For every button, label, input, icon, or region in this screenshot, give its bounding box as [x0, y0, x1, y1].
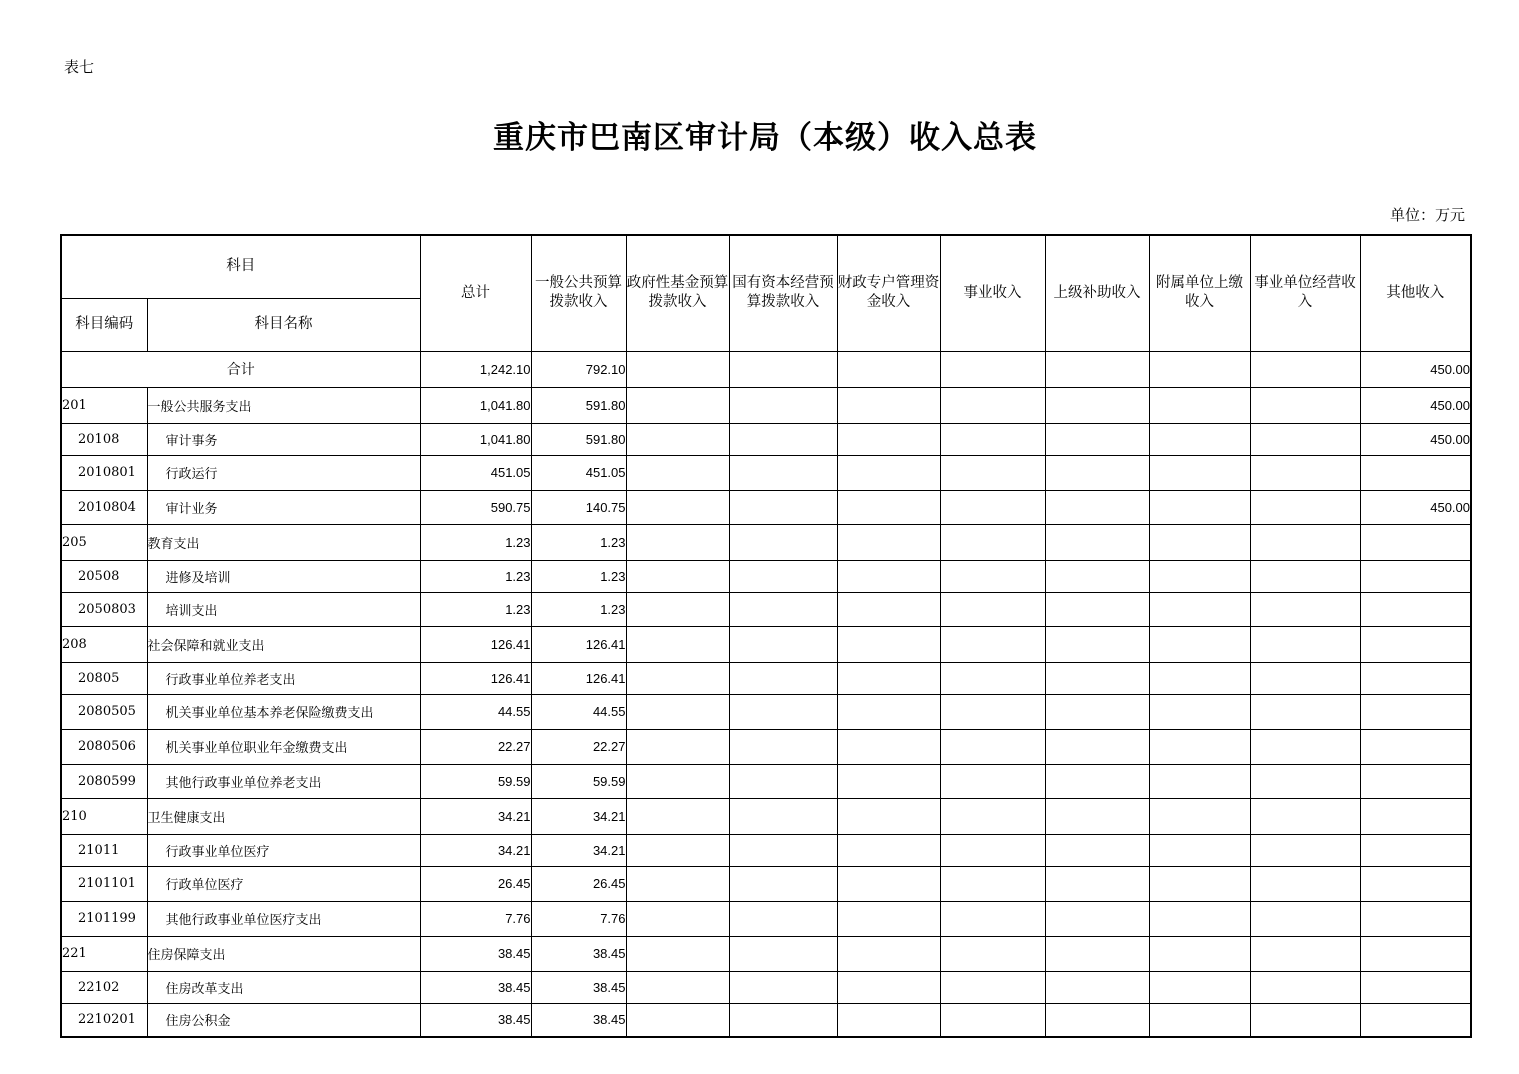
empty-cell: [1149, 592, 1250, 626]
row-name: 一般公共服务支出: [147, 387, 420, 423]
empty-cell: [626, 662, 729, 694]
empty-cell: [1250, 455, 1360, 490]
row-other-income: [1360, 971, 1471, 1003]
empty-cell: [626, 971, 729, 1003]
row-general-budget: 44.55: [531, 694, 626, 729]
unit-label: 单位：万元: [1389, 206, 1465, 224]
row-name: 行政事业单位养老支出: [147, 662, 420, 694]
empty-cell: [626, 387, 729, 423]
empty-cell: [837, 351, 940, 387]
empty-cell: [1250, 423, 1360, 455]
table-row: [61, 834, 1471, 866]
empty-cell: [837, 764, 940, 798]
empty-cell: [1149, 560, 1250, 592]
empty-cell: [729, 490, 837, 524]
header-name: 科目名称: [147, 298, 420, 351]
row-other-income: [1360, 764, 1471, 798]
empty-cell: [626, 560, 729, 592]
empty-cell: [837, 560, 940, 592]
row-name: 进修及培训: [147, 560, 420, 592]
row-name: 培训支出: [147, 592, 420, 626]
empty-cell: [1250, 971, 1360, 1003]
empty-cell: [837, 592, 940, 626]
row-code: 2010804: [61, 490, 147, 524]
row-name: 住房公积金: [147, 1003, 420, 1037]
empty-cell: [1149, 834, 1250, 866]
row-total: 1.23: [420, 560, 531, 592]
row-code: 2080505: [61, 694, 147, 729]
empty-cell: [1149, 423, 1250, 455]
empty-cell: [1045, 524, 1149, 560]
empty-cell: [626, 490, 729, 524]
header-fiscal-special: 财政专户管理资金收入: [837, 235, 940, 351]
table-row: [61, 694, 1471, 729]
row-total: 7.76: [420, 901, 531, 936]
row-code: 2080506: [61, 729, 147, 764]
empty-cell: [729, 729, 837, 764]
table-row: [61, 560, 1471, 592]
row-total: 590.75: [420, 490, 531, 524]
row-general-budget: 140.75: [531, 490, 626, 524]
row-total: 22.27: [420, 729, 531, 764]
empty-cell: [1250, 729, 1360, 764]
row-other-income: [1360, 626, 1471, 662]
empty-cell: [1149, 387, 1250, 423]
row-code: 208: [61, 626, 147, 662]
empty-cell: [1250, 490, 1360, 524]
row-code: 21011: [61, 834, 147, 866]
row-other-income: 450.00: [1360, 387, 1471, 423]
empty-cell: [837, 798, 940, 834]
row-total: 1,041.80: [420, 423, 531, 455]
table-row: [61, 490, 1471, 524]
empty-cell: [1045, 490, 1149, 524]
header-state-capital: 国有资本经营预算拨款收入: [729, 235, 837, 351]
row-code: 2101101: [61, 866, 147, 901]
empty-cell: [729, 936, 837, 971]
row-general-budget: 59.59: [531, 764, 626, 798]
header-superior-subsidy: 上级补助收入: [1045, 235, 1149, 351]
empty-cell: [1045, 1003, 1149, 1037]
row-total: 44.55: [420, 694, 531, 729]
table-row: [61, 936, 1471, 971]
row-general-budget: 126.41: [531, 626, 626, 662]
table-row: [61, 423, 1471, 455]
table-row: [61, 387, 1471, 423]
empty-cell: [626, 1003, 729, 1037]
empty-cell: [940, 490, 1045, 524]
row-code: 210: [61, 798, 147, 834]
row-code: 20805: [61, 662, 147, 694]
row-code: 2210201: [61, 1003, 147, 1037]
empty-cell: [729, 866, 837, 901]
summary-label: 合计: [61, 351, 420, 387]
empty-cell: [1149, 626, 1250, 662]
empty-cell: [729, 524, 837, 560]
row-other-income: [1360, 1003, 1471, 1037]
row-total: 59.59: [420, 764, 531, 798]
empty-cell: [1045, 387, 1149, 423]
empty-cell: [1045, 901, 1149, 936]
empty-cell: [1045, 626, 1149, 662]
header-code: 科目编码: [61, 298, 147, 351]
empty-cell: [940, 351, 1045, 387]
empty-cell: [1045, 455, 1149, 490]
empty-cell: [940, 866, 1045, 901]
empty-cell: [1045, 834, 1149, 866]
row-code: 2101199: [61, 901, 147, 936]
empty-cell: [1149, 936, 1250, 971]
empty-cell: [940, 936, 1045, 971]
row-code: 2080599: [61, 764, 147, 798]
row-name: 住房改革支出: [147, 971, 420, 1003]
row-general-budget: 38.45: [531, 971, 626, 1003]
empty-cell: [940, 901, 1045, 936]
row-code: 2050803: [61, 592, 147, 626]
empty-cell: [1149, 729, 1250, 764]
empty-cell: [940, 764, 1045, 798]
empty-cell: [837, 423, 940, 455]
table-row: [61, 1003, 1471, 1037]
row-code: 201: [61, 387, 147, 423]
empty-cell: [837, 626, 940, 662]
income-summary-table: [60, 234, 1472, 1038]
empty-cell: [1045, 729, 1149, 764]
row-code: 20508: [61, 560, 147, 592]
row-general-budget: 38.45: [531, 936, 626, 971]
empty-cell: [1045, 866, 1149, 901]
empty-cell: [1045, 798, 1149, 834]
row-total: 1.23: [420, 524, 531, 560]
empty-cell: [626, 729, 729, 764]
header-operating-income: 事业单位经营收入: [1250, 235, 1360, 351]
row-name: 行政运行: [147, 455, 420, 490]
empty-cell: [1149, 971, 1250, 1003]
empty-cell: [1149, 351, 1250, 387]
row-name: 住房保障支出: [147, 936, 420, 971]
empty-cell: [1250, 834, 1360, 866]
row-other-income: [1360, 901, 1471, 936]
row-code: 20108: [61, 423, 147, 455]
empty-cell: [1250, 798, 1360, 834]
empty-cell: [1149, 798, 1250, 834]
row-total: 38.45: [420, 1003, 531, 1037]
empty-cell: [626, 866, 729, 901]
empty-cell: [1045, 971, 1149, 1003]
row-total: 26.45: [420, 866, 531, 901]
row-general-budget: 7.76: [531, 901, 626, 936]
empty-cell: [729, 834, 837, 866]
row-other-income: 450.00: [1360, 490, 1471, 524]
empty-cell: [940, 455, 1045, 490]
summary-other-income: 450.00: [1360, 351, 1471, 387]
row-name: 审计业务: [147, 490, 420, 524]
empty-cell: [1250, 694, 1360, 729]
header-other-income: 其他收入: [1360, 235, 1471, 351]
empty-cell: [1250, 387, 1360, 423]
row-total: 34.21: [420, 834, 531, 866]
empty-cell: [1250, 560, 1360, 592]
row-name: 其他行政事业单位医疗支出: [147, 901, 420, 936]
row-other-income: [1360, 936, 1471, 971]
table-row: [61, 626, 1471, 662]
header-total: 总计: [420, 235, 531, 351]
row-code: 205: [61, 524, 147, 560]
empty-cell: [940, 592, 1045, 626]
table-row: [61, 592, 1471, 626]
row-total: 451.05: [420, 455, 531, 490]
table-row: [61, 866, 1471, 901]
empty-cell: [837, 729, 940, 764]
row-total: 1.23: [420, 592, 531, 626]
empty-cell: [1045, 560, 1149, 592]
table-row: [61, 798, 1471, 834]
empty-cell: [626, 936, 729, 971]
empty-cell: [729, 694, 837, 729]
row-other-income: [1360, 834, 1471, 866]
row-name: 社会保障和就业支出: [147, 626, 420, 662]
empty-cell: [729, 1003, 837, 1037]
empty-cell: [1250, 1003, 1360, 1037]
empty-cell: [1045, 592, 1149, 626]
empty-cell: [940, 798, 1045, 834]
empty-cell: [1149, 764, 1250, 798]
table-row: [61, 729, 1471, 764]
empty-cell: [940, 626, 1045, 662]
empty-cell: [1250, 936, 1360, 971]
row-name: 审计事务: [147, 423, 420, 455]
header-affiliated-turnover: 附属单位上缴收入: [1149, 235, 1250, 351]
row-other-income: [1360, 560, 1471, 592]
empty-cell: [729, 662, 837, 694]
empty-cell: [1250, 764, 1360, 798]
empty-cell: [837, 490, 940, 524]
row-total: 1,041.80: [420, 387, 531, 423]
header-business-income: 事业收入: [940, 235, 1045, 351]
row-other-income: [1360, 798, 1471, 834]
row-general-budget: 1.23: [531, 592, 626, 626]
empty-cell: [626, 524, 729, 560]
empty-cell: [729, 560, 837, 592]
empty-cell: [729, 351, 837, 387]
empty-cell: [837, 971, 940, 1003]
row-general-budget: 38.45: [531, 1003, 626, 1037]
table-row: [61, 901, 1471, 936]
empty-cell: [837, 694, 940, 729]
empty-cell: [940, 423, 1045, 455]
empty-cell: [729, 387, 837, 423]
row-total: 34.21: [420, 798, 531, 834]
empty-cell: [837, 1003, 940, 1037]
table-label: 表七: [64, 58, 95, 76]
row-general-budget: 1.23: [531, 524, 626, 560]
empty-cell: [626, 592, 729, 626]
empty-cell: [1250, 662, 1360, 694]
empty-cell: [1045, 351, 1149, 387]
empty-cell: [1149, 694, 1250, 729]
empty-cell: [626, 764, 729, 798]
empty-cell: [1045, 764, 1149, 798]
row-name: 机关事业单位职业年金缴费支出: [147, 729, 420, 764]
empty-cell: [626, 455, 729, 490]
row-name: 其他行政事业单位养老支出: [147, 764, 420, 798]
row-total: 126.41: [420, 626, 531, 662]
row-name: 教育支出: [147, 524, 420, 560]
summary-total: 1,242.10: [420, 351, 531, 387]
row-other-income: [1360, 729, 1471, 764]
empty-cell: [1045, 662, 1149, 694]
empty-cell: [1250, 592, 1360, 626]
row-general-budget: 1.23: [531, 560, 626, 592]
empty-cell: [1149, 866, 1250, 901]
row-general-budget: 34.21: [531, 834, 626, 866]
empty-cell: [940, 834, 1045, 866]
summary-general-budget: 792.10: [531, 351, 626, 387]
row-general-budget: 34.21: [531, 798, 626, 834]
row-other-income: [1360, 592, 1471, 626]
row-general-budget: 591.80: [531, 387, 626, 423]
empty-cell: [626, 694, 729, 729]
empty-cell: [729, 592, 837, 626]
empty-cell: [729, 423, 837, 455]
row-name: 行政事业单位医疗: [147, 834, 420, 866]
empty-cell: [626, 798, 729, 834]
empty-cell: [837, 524, 940, 560]
row-code: 2010801: [61, 455, 147, 490]
empty-cell: [626, 901, 729, 936]
empty-cell: [1149, 490, 1250, 524]
empty-cell: [1250, 524, 1360, 560]
empty-cell: [837, 387, 940, 423]
empty-cell: [1045, 936, 1149, 971]
row-total: 38.45: [420, 971, 531, 1003]
empty-cell: [626, 423, 729, 455]
empty-cell: [940, 971, 1045, 1003]
empty-cell: [729, 971, 837, 1003]
empty-cell: [940, 1003, 1045, 1037]
row-general-budget: 591.80: [531, 423, 626, 455]
empty-cell: [837, 866, 940, 901]
header-general-budget: 一般公共预算拨款收入: [531, 235, 626, 351]
row-other-income: [1360, 662, 1471, 694]
empty-cell: [837, 455, 940, 490]
row-other-income: 450.00: [1360, 423, 1471, 455]
empty-cell: [626, 351, 729, 387]
row-name: 行政单位医疗: [147, 866, 420, 901]
empty-cell: [729, 798, 837, 834]
table-row: [61, 764, 1471, 798]
table-row: [61, 524, 1471, 560]
empty-cell: [837, 834, 940, 866]
row-code: 221: [61, 936, 147, 971]
table-row: [61, 455, 1471, 490]
empty-cell: [729, 764, 837, 798]
row-general-budget: 451.05: [531, 455, 626, 490]
empty-cell: [1250, 626, 1360, 662]
empty-cell: [1149, 524, 1250, 560]
table-row: [61, 662, 1471, 694]
empty-cell: [940, 560, 1045, 592]
row-general-budget: 26.45: [531, 866, 626, 901]
empty-cell: [940, 524, 1045, 560]
row-name: 卫生健康支出: [147, 798, 420, 834]
empty-cell: [626, 626, 729, 662]
row-other-income: [1360, 455, 1471, 490]
row-code: 22102: [61, 971, 147, 1003]
row-other-income: [1360, 694, 1471, 729]
header-subject-group: 科目: [61, 235, 420, 298]
row-total: 126.41: [420, 662, 531, 694]
empty-cell: [940, 662, 1045, 694]
page-title: 重庆市巴南区审计局（本级）收入总表: [493, 120, 1037, 156]
empty-cell: [1149, 901, 1250, 936]
row-other-income: [1360, 866, 1471, 901]
row-general-budget: 22.27: [531, 729, 626, 764]
empty-cell: [940, 694, 1045, 729]
empty-cell: [1149, 1003, 1250, 1037]
empty-cell: [1149, 455, 1250, 490]
empty-cell: [729, 626, 837, 662]
summary-row: [61, 351, 1471, 387]
row-general-budget: 126.41: [531, 662, 626, 694]
empty-cell: [1250, 866, 1360, 901]
empty-cell: [626, 834, 729, 866]
header-gov-fund: 政府性基金预算拨款收入: [626, 235, 729, 351]
empty-cell: [837, 662, 940, 694]
empty-cell: [837, 901, 940, 936]
empty-cell: [1149, 662, 1250, 694]
empty-cell: [729, 901, 837, 936]
row-total: 38.45: [420, 936, 531, 971]
table-row: [61, 971, 1471, 1003]
empty-cell: [1045, 423, 1149, 455]
empty-cell: [1250, 901, 1360, 936]
empty-cell: [940, 387, 1045, 423]
empty-cell: [1045, 694, 1149, 729]
empty-cell: [1250, 351, 1360, 387]
empty-cell: [940, 729, 1045, 764]
row-name: 机关事业单位基本养老保险缴费支出: [147, 694, 420, 729]
empty-cell: [837, 936, 940, 971]
row-other-income: [1360, 524, 1471, 560]
empty-cell: [729, 455, 837, 490]
